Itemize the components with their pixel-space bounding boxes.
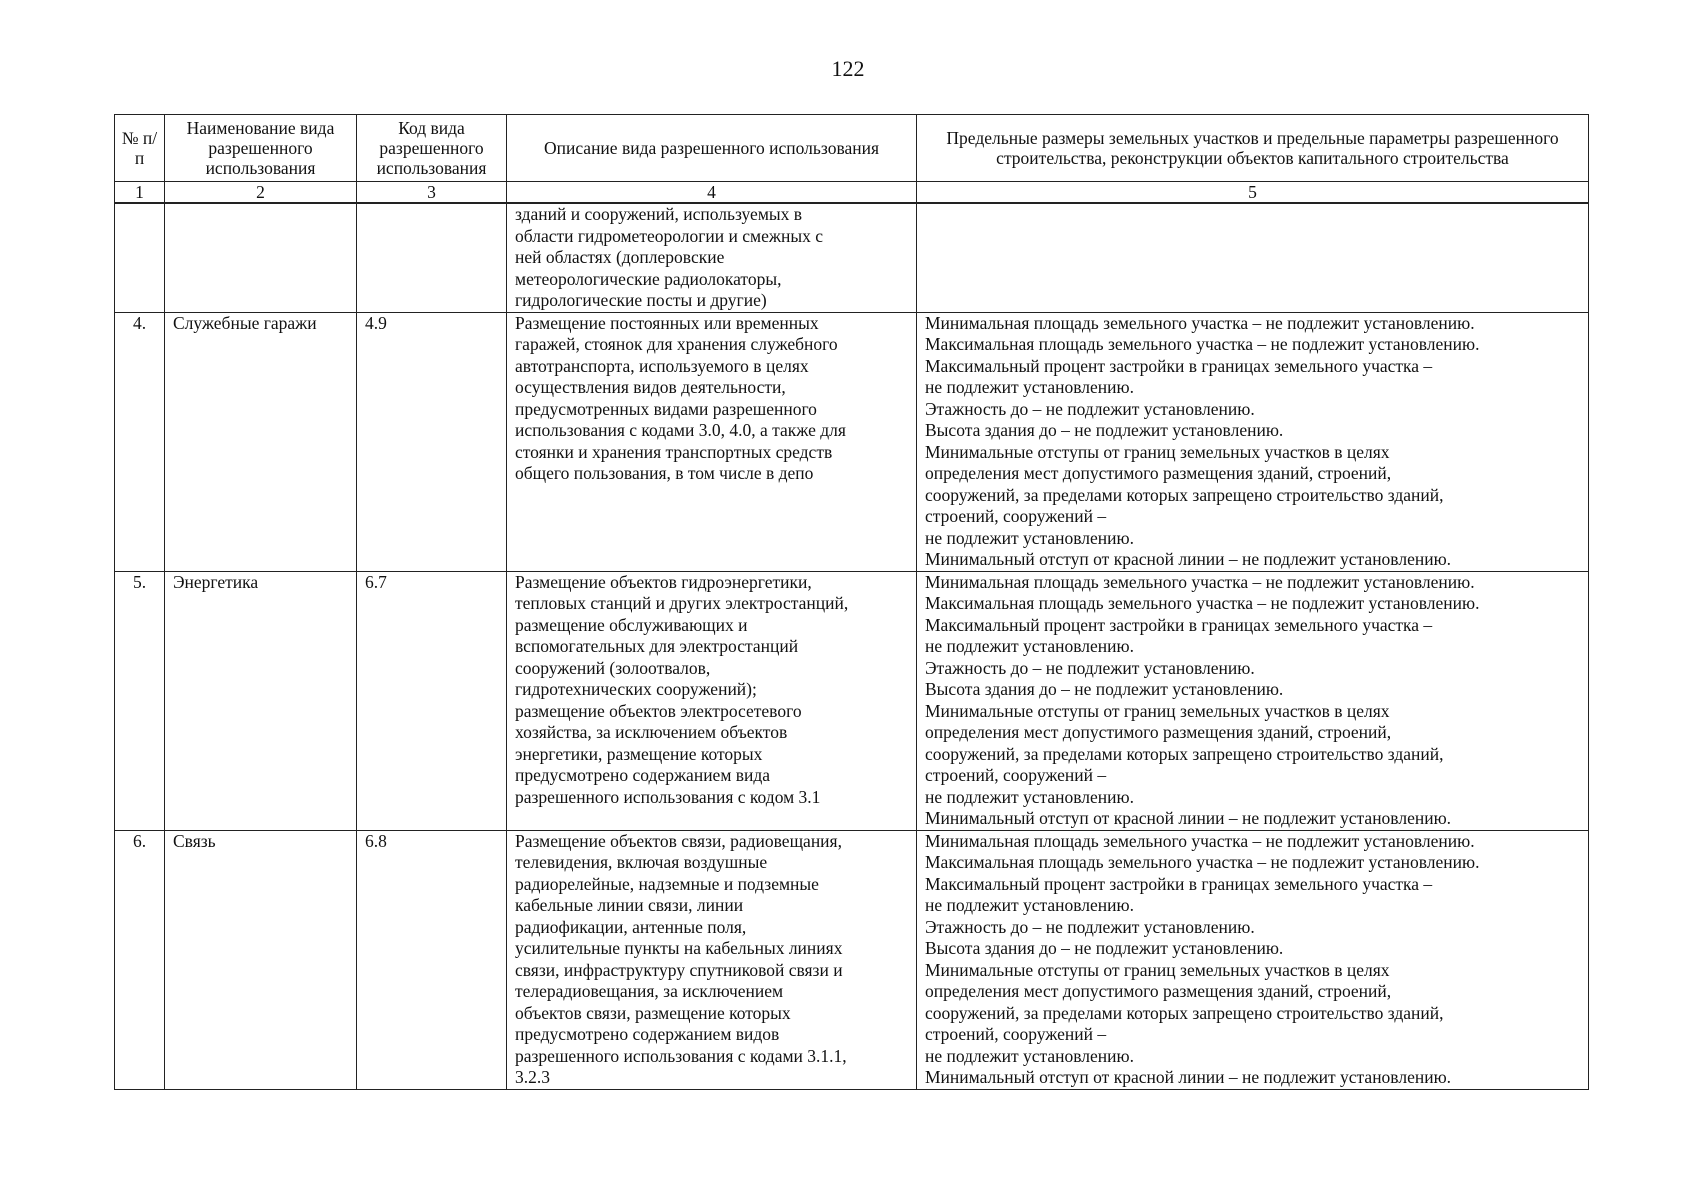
parameter-line: сооружений, за пределами которых запрещено строительство зданий, [925, 484, 1444, 505]
parameter-line: Этажность до – не подлежит установлению. [925, 398, 1255, 419]
description-line: автотранспорта, используемого в целях [515, 355, 809, 376]
description-line: Размещение объектов связи, радиовещания, [515, 830, 842, 851]
description-line: тепловых станций и других электростанций, [515, 593, 849, 613]
description-line: Размещение объектов гидроэнергетики, [515, 571, 812, 592]
use-code: 4.9 [357, 312, 507, 571]
description-line: метеорологические радиолокаторы, [515, 268, 782, 289]
parameter-line: Высота здания до – не подлежит установлению. [925, 679, 1284, 699]
parameter-line: не подлежит установлению. [925, 636, 1134, 656]
description-line: кабельные линии связи, линии [515, 895, 744, 915]
table-row [115, 312, 1589, 571]
column-numbers-row [115, 182, 1589, 204]
column-number: 2 [165, 182, 357, 204]
parameter-line: Минимальный отступ от красной линии – не подлежит установлению. [925, 549, 1452, 569]
use-description [507, 312, 917, 571]
parameter-line: строений, сооружений – [925, 506, 1107, 526]
parameter-line: Минимальный отступ от красной линии – не подлежит установлению. [925, 1067, 1452, 1087]
description-line: размещение объектов электросетевого [515, 700, 802, 721]
description-line: вспомогательных для электростанций [515, 636, 799, 656]
land-use-table [114, 114, 1589, 1090]
use-description [507, 830, 917, 1089]
parameter-line: Этажность до – не подлежит установлению. [925, 916, 1255, 937]
description-line: объектов связи, размещение которых [515, 1002, 791, 1023]
row-number: 4. [115, 312, 165, 571]
description-line: гаражей, стоянок для хранения служебного [515, 334, 838, 354]
parameter-line: Минимальные отступы от границ земельных участков в целях [925, 441, 1390, 462]
description-line: общего пользования, в том числе в депо [515, 463, 814, 483]
parameter-line: сооружений, за пределами которых запрещено строительство зданий, [925, 743, 1444, 764]
parameter-line: не подлежит установлению. [925, 786, 1134, 807]
description-line: гидрологические посты и другие) [515, 290, 767, 310]
use-parameters [917, 830, 1589, 1089]
column-number: 3 [357, 182, 507, 204]
parameter-line: не подлежит установлению. [925, 377, 1134, 397]
parameter-line: Высота здания до – не подлежит установлению. [925, 420, 1284, 440]
column-number: 5 [917, 182, 1589, 204]
parameter-line: не подлежит установлению. [925, 1045, 1134, 1066]
description-line: энергетики, размещение которых [515, 743, 763, 764]
description-line: ней областях (доплеровские [515, 247, 725, 267]
description-line: телевидения, включая воздушные [515, 852, 768, 872]
use-code: 6.8 [357, 830, 507, 1089]
description-line: предусмотрено содержанием вида [515, 765, 771, 785]
description-line: разрешенного использования с кодами 3.1.1, [515, 1045, 847, 1066]
description-line: осуществления видов деятельности, [515, 377, 786, 397]
description-line: размещение обслуживающих и [515, 614, 748, 635]
parameter-line: Минимальная площадь земельного участка – не подлежит установлению. [925, 312, 1475, 333]
description-line: 3.2.3 [515, 1067, 550, 1087]
parameter-line: определения мест допустимого размещения зданий, строений, [925, 981, 1392, 1001]
parameter-line: Максимальная площадь земельного участка – не подлежит установлению. [925, 334, 1480, 354]
page-number: 122 [831, 56, 865, 81]
row-number: 5. [115, 571, 165, 830]
table-row [115, 571, 1589, 830]
parameter-line: Максимальная площадь земельного участка – не подлежит установлению. [925, 593, 1480, 613]
table-row [115, 830, 1589, 1089]
header-use-code: Код вида разрешенного использования [357, 115, 507, 182]
parameter-line: определения мест допустимого размещения зданий, строений, [925, 722, 1392, 742]
description-line: Размещение постоянных или временных [515, 312, 819, 333]
parameter-line: строений, сооружений – [925, 1024, 1107, 1044]
parameter-line: не подлежит установлению. [925, 527, 1134, 548]
description-line: телерадиовещания, за исключением [515, 981, 784, 1001]
parameter-line: Минимальные отступы от границ земельных участков в целях [925, 700, 1390, 721]
use-name: Служебные гаражи [165, 312, 357, 571]
parameter-line: строений, сооружений – [925, 765, 1107, 785]
description-line: использования с кодами 3.0, 4.0, а также для [515, 420, 846, 440]
use-code: 6.7 [357, 571, 507, 830]
use-description [507, 203, 917, 312]
use-name: Энергетика [165, 571, 357, 830]
parameter-line: Минимальная площадь земельного участка – не подлежит установлению. [925, 571, 1475, 592]
row-number: 6. [115, 830, 165, 1089]
table-row [115, 203, 1589, 312]
description-line: сооружений (золоотвалов, [515, 657, 711, 678]
description-line: радиорелейные, надземные и подземные [515, 873, 819, 894]
parameter-line: Минимальные отступы от границ земельных участков в целях [925, 959, 1390, 980]
use-code [357, 203, 507, 312]
use-parameters [917, 571, 1589, 830]
use-parameters [917, 312, 1589, 571]
parameter-line: Высота здания до – не подлежит установлению. [925, 938, 1284, 958]
use-name: Связь [165, 830, 357, 1089]
parameter-line: Максимальная площадь земельного участка – не подлежит установлению. [925, 852, 1480, 872]
use-name [165, 203, 357, 312]
header-number: № п/п [115, 115, 165, 182]
parameter-line: Минимальный отступ от красной линии – не подлежит установлению. [925, 808, 1452, 828]
description-line: связи, инфраструктуру спутниковой связи и [515, 959, 843, 980]
header-use-description: Описание вида разрешенного использования [507, 115, 917, 182]
description-line: разрешенного использования с кодом 3.1 [515, 786, 821, 807]
description-line: предусмотренных видами разрешенного [515, 398, 817, 419]
parameter-line: Максимальный процент застройки в границах земельного участка – [925, 355, 1433, 376]
table-header-row [115, 115, 1589, 182]
parameter-line: Максимальный процент застройки в границах земельного участка – [925, 873, 1433, 894]
description-line: хозяйства, за исключением объектов [515, 722, 788, 742]
description-line: предусмотрено содержанием видов [515, 1024, 780, 1044]
parameter-line: Максимальный процент застройки в границах земельного участка – [925, 614, 1433, 635]
description-line: усилительные пункты на кабельных линиях [515, 938, 843, 958]
use-parameters [917, 203, 1589, 312]
parameter-line: Минимальная площадь земельного участка – не подлежит установлению. [925, 830, 1475, 851]
header-use-name: Наименование вида разрешенного использования [165, 115, 357, 182]
header-parameters: Предельные размеры земельных участков и предельные параметры разрешенного строительства, реконструкции объектов капитального строительства [917, 115, 1589, 182]
parameter-line: не подлежит установлению. [925, 895, 1134, 915]
row-number [115, 203, 165, 312]
parameter-line: сооружений, за пределами которых запрещено строительство зданий, [925, 1002, 1444, 1023]
description-line: области гидрометеорологии и смежных с [515, 225, 823, 246]
description-line: гидротехнических сооружений); [515, 679, 757, 699]
description-line: стоянки и хранения транспортных средств [515, 441, 833, 462]
column-number: 1 [115, 182, 165, 204]
table-body [115, 203, 1589, 1089]
description-line: радиофикации, антенные поля, [515, 916, 747, 937]
use-description [507, 571, 917, 830]
description-line: зданий и сооружений, используемых в [515, 204, 803, 224]
parameter-line: определения мест допустимого размещения зданий, строений, [925, 463, 1392, 483]
parameter-line: Этажность до – не подлежит установлению. [925, 657, 1255, 678]
column-number: 4 [507, 182, 917, 204]
